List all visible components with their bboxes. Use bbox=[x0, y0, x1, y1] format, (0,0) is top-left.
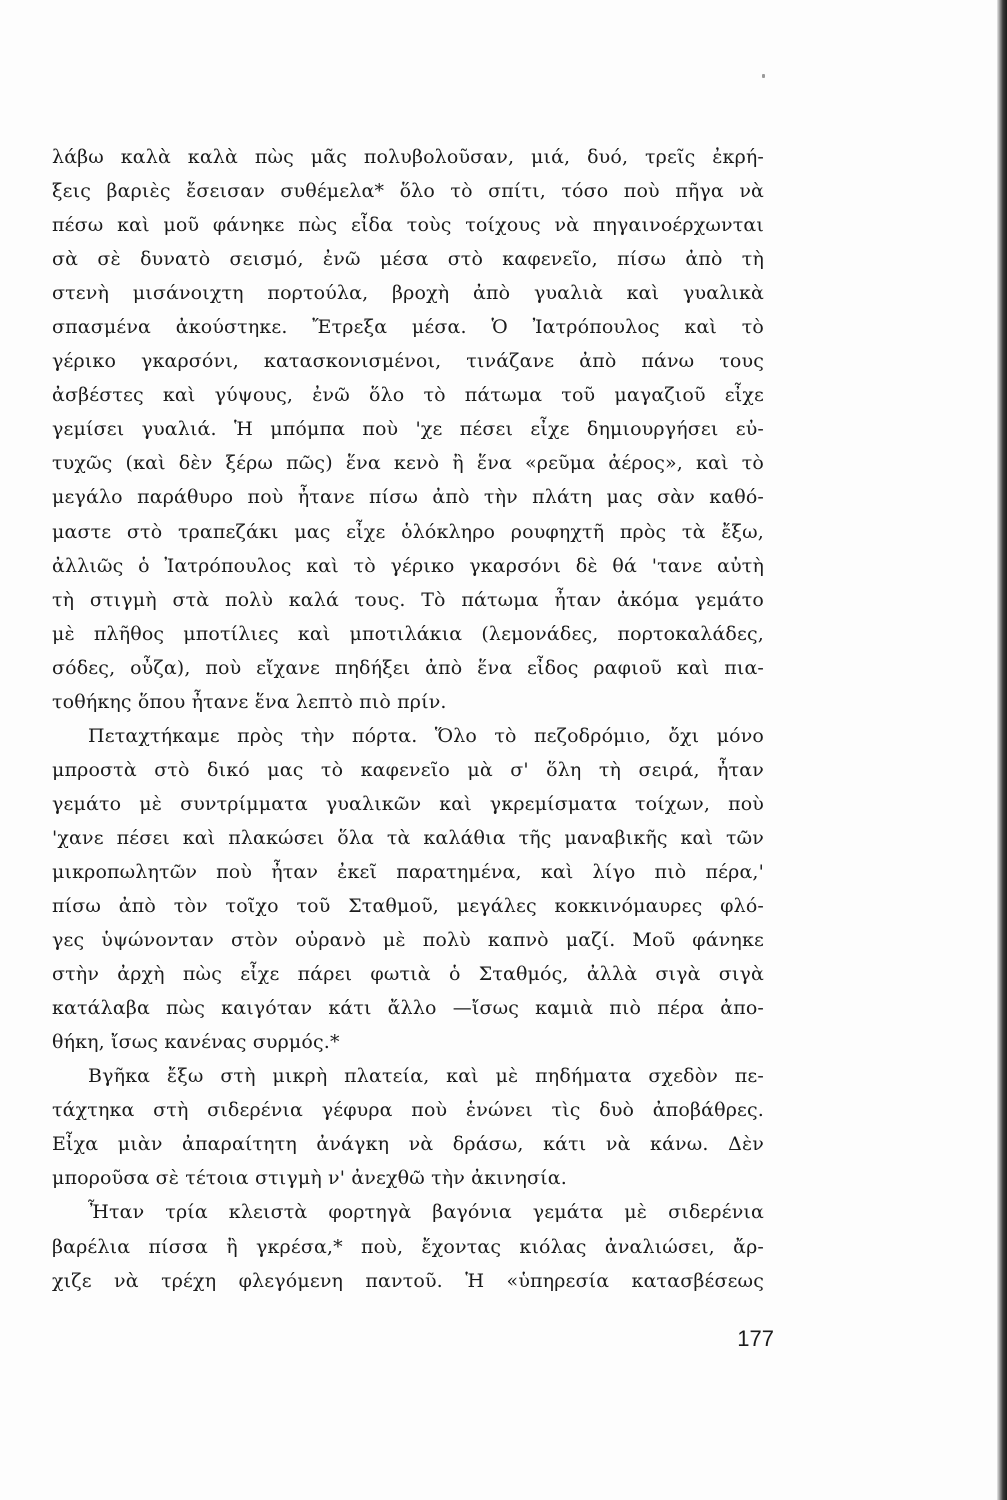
text-line: γες ὑψώνονταν στὸν οὐρανὸ μὲ πολὺ καπνὸ μαζί. Μοῦ φάνηκε bbox=[52, 929, 764, 952]
text-line: Ἦταν τρία κλειστὰ φορτηγὰ βαγόνια γεμάτα μὲ σιδερένια bbox=[88, 1201, 764, 1224]
text-line: θήκη, ἴσως κανένας συρμός.* bbox=[52, 1031, 340, 1054]
page-number: 177 bbox=[737, 1326, 774, 1351]
body-text bbox=[52, 140, 764, 1298]
text-line: χιζε νὰ τρέχη φλεγόμενη παντοῦ. Ἡ «ὑπηρεσία κατασβέσεως bbox=[52, 1269, 764, 1292]
text-line: γεμίσει γυαλιά. Ἡ μπόμπα ποὺ 'χε πέσει εἶχε δημιουργήσει εὐ- bbox=[52, 418, 764, 441]
text-line: πίσω ἀπὸ τὸν τοῖχο τοῦ Σταθμοῦ, μεγάλες κοκκινόμαυρες φλό- bbox=[52, 895, 764, 918]
text-line: κατάλαβα πὼς καιγόταν κάτι ἄλλο —ἴσως καμιὰ πιὸ πέρα ἀπο- bbox=[52, 997, 764, 1020]
text-line: βαρέλια πίσσα ἢ γκρέσα,* ποὺ, ἔχοντας κιόλας ἀναλιώσει, ἄρ- bbox=[52, 1235, 764, 1258]
text-line: στὴν ἀρχὴ πὼς εἶχε πάρει φωτιὰ ὁ Σταθμός, ἀλλὰ σιγὰ σιγὰ bbox=[52, 963, 764, 986]
text-line: 'χανε πέσει καὶ πλακώσει ὅλα τὰ καλάθια τῆς μαναβικῆς καὶ τῶν bbox=[52, 826, 764, 849]
text-line: στενὴ μισάνοιχτη πορτούλα, βροχὴ ἀπὸ γυαλιὰ καὶ γυαλικὰ bbox=[52, 282, 764, 305]
text-line: τυχῶς (καὶ δὲν ξέρω πῶς) ἕνα κενὸ ἢ ἕνα «ρεῦμα ἀέρος», καὶ τὸ bbox=[52, 452, 764, 475]
text-line: γέρικο γκαρσόνι, κατασκονισμένοι, τινάζανε ἀπὸ πάνω τους bbox=[52, 350, 764, 373]
text-line: γεμάτο μὲ συντρίμματα γυαλικῶν καὶ γκρεμίσματα τοίχων, ποὺ bbox=[52, 792, 764, 815]
text-line: Βγῆκα ἔξω στὴ μικρὴ πλατεία, καὶ μὲ πηδήματα σχεδὸν πε- bbox=[88, 1065, 764, 1088]
text-line: ἀλλιῶς ὁ Ἰατρόπουλος καὶ τὸ γέρικο γκαρσόνι δὲ θά 'τανε αὐτὴ bbox=[52, 554, 764, 577]
text-line: Εἶχα μιὰν ἀπαραίτητη ἀνάγκη νὰ δράσω, κάτι νὰ κάνω. Δὲν bbox=[52, 1133, 764, 1156]
text-line: Πεταχτήκαμε πρὸς τὴν πόρτα. Ὅλο τὸ πεζοδρόμιο, ὄχι μόνο bbox=[88, 724, 764, 747]
text-line: μποροῦσα σὲ τέτοια στιγμὴ ν' ἀνεχθῶ τὴν ἀκινησία. bbox=[52, 1167, 567, 1190]
text-line: μαστε στὸ τραπεζάκι μας εἶχε ὁλόκληρο ρουφηχτῆ πρὸς τὰ ἔξω, bbox=[52, 520, 764, 543]
text-line: μπροστὰ στὸ δικό μας τὸ καφενεῖο μὰ σ' ὅλη τὴ σειρά, ἦταν bbox=[52, 758, 764, 781]
text-line: μεγάλο παράθυρο ποὺ ἦτανε πίσω ἀπὸ τὴν πλάτη μας σὰν καθό- bbox=[52, 486, 764, 509]
text-line: πέσω καὶ μοῦ φάνηκε πὼς εἶδα τοὺς τοίχους νὰ πηγαινοέρχωνται bbox=[52, 214, 764, 237]
text-line: λάβω καλὰ καλὰ πὼς μᾶς πολυβολοῦσαν, μιά, δυό, τρεῖς ἐκρή- bbox=[52, 146, 764, 168]
paper-speck bbox=[762, 74, 765, 78]
text-line: ἀσβέστες καὶ γύψους, ἐνῶ ὅλο τὸ πάτωμα τοῦ μαγαζιοῦ εἶχε bbox=[52, 384, 764, 407]
text-line: σπασμένα ἀκούστηκε. Ἔτρεξα μέσα. Ὁ Ἰατρόπουλος καὶ τὸ bbox=[52, 316, 764, 339]
text-line: μικροπωλητῶν ποὺ ἦταν ἐκεῖ παρατημένα, καὶ λίγο πιὸ πέρα,' bbox=[52, 860, 764, 883]
text-line: ξεις βαριὲς ἔσεισαν συθέμελα* ὅλο τὸ σπίτι, τόσο ποὺ πῆγα νὰ bbox=[52, 180, 764, 203]
text-line: σόδες, οὖζα), ποὺ εἴχανε πηδήξει ἀπὸ ἕνα εἶδος ραφιοῦ καὶ πια- bbox=[52, 656, 764, 679]
text-line: σὰ σὲ δυνατὸ σεισμό, ἐνῶ μέσα στὸ καφενεῖο, πίσω ἀπὸ τὴ bbox=[52, 248, 764, 271]
text-line: τὴ στιγμὴ στὰ πολὺ καλά τους. Τὸ πάτωμα ἦταν ἀκόμα γεμάτο bbox=[52, 588, 764, 611]
text-line: τοθήκης ὅπου ἦτανε ἕνα λεπτὸ πιὸ πρίν. bbox=[52, 690, 447, 713]
text-line: μὲ πλῆθος μποτίλιες καὶ μποτιλάκια (λεμονάδες, πορτοκαλάδες, bbox=[52, 622, 764, 645]
text-line: τάχτηκα στὴ σιδερένια γέφυρα ποὺ ἑνώνει τὶς δυὸ ἀποβάθρες. bbox=[52, 1099, 764, 1122]
page-edge-shadow bbox=[997, 0, 1007, 1500]
